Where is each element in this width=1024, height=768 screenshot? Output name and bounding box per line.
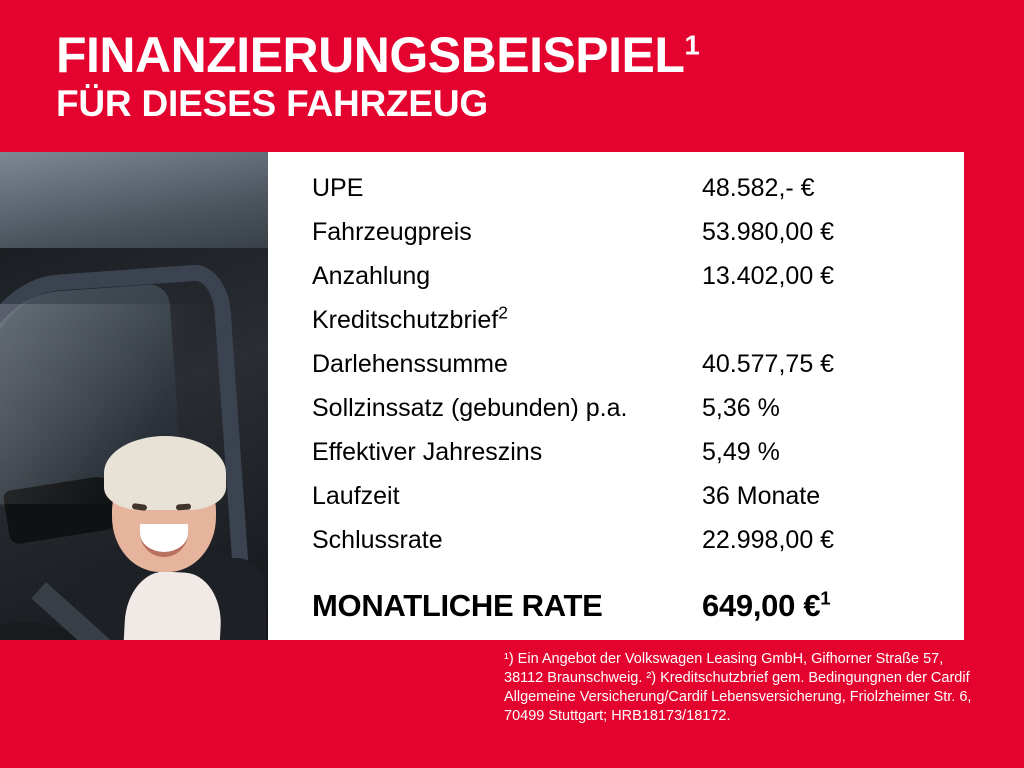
- row-value: 36 Monate: [702, 482, 821, 510]
- row-label: [312, 302, 702, 335]
- row-label-text: Kreditschutzbrief: [312, 306, 499, 334]
- row-value: 53.980,00 €: [702, 218, 835, 246]
- row-value: 40.577,75 €: [702, 350, 835, 378]
- row-label: [312, 262, 702, 291]
- monthly-rate-row: [268, 580, 964, 632]
- table-row: [268, 350, 964, 394]
- table-row: [268, 262, 964, 306]
- row-footnote-marker: 2: [498, 302, 508, 323]
- row-label: [312, 350, 702, 379]
- monthly-rate-footnote-marker: 1: [820, 587, 831, 609]
- page-title-text: FINANZIERUNGSBEISPIEL: [56, 27, 685, 83]
- row-label-text: Anzahlung: [312, 262, 431, 290]
- vehicle-photo: [0, 152, 268, 640]
- row-label-text: Laufzeit: [312, 482, 400, 510]
- row-label-text: Sollzinssatz (gebunden) p.a.: [312, 394, 628, 422]
- table-row: [268, 438, 964, 482]
- row-label-text: Schlussrate: [312, 526, 443, 554]
- row-label: [312, 438, 702, 467]
- row-label: [312, 526, 702, 555]
- footnote: [504, 650, 974, 726]
- monthly-rate-label: MONATLICHE RATE: [312, 588, 603, 623]
- financing-details-list: [268, 174, 964, 632]
- photo-person-eye-right: [176, 503, 191, 510]
- row-label: [312, 218, 702, 247]
- row-label-text: UPE: [312, 174, 364, 202]
- table-row: [268, 526, 964, 570]
- table-row: [268, 394, 964, 438]
- financing-details-panel: [268, 152, 964, 640]
- poster-header: [0, 0, 1024, 152]
- row-label-text: Effektiver Jahreszins: [312, 438, 543, 466]
- page-title: [56, 28, 1024, 82]
- row-label: [312, 174, 702, 203]
- row-value: 13.402,00 €: [702, 262, 835, 290]
- footnote-text: ¹) Ein Angebot der Volkswagen Leasing GmbH, Gifhorner Straße 57, 38112 Braunschweig. ²) Kreditschutzbrief gem. Bedingungnen der Cardif Allgemeine Versicherung/Cardif Lebensversicherung, Friolzheimer Str. 6, 70499 Stuttgart; HRB18173/18172.: [504, 651, 972, 724]
- row-value: 22.998,00 €: [702, 526, 835, 554]
- row-label-text: Fahrzeugpreis: [312, 218, 472, 246]
- row-label-text: Darlehenssumme: [312, 350, 508, 378]
- monthly-rate-amount: 649,00 €: [702, 588, 821, 623]
- row-value: 5,36 %: [702, 394, 780, 422]
- photo-person-hair: [104, 436, 226, 510]
- page-title-footnote-marker: 1: [684, 29, 700, 61]
- table-row: [268, 482, 964, 526]
- table-row: [268, 302, 964, 350]
- page-subtitle: FÜR DIESES FAHRZEUG: [56, 83, 489, 124]
- monthly-rate-value: [702, 588, 830, 624]
- table-row: [268, 218, 964, 262]
- row-value: 48.582,- €: [702, 174, 815, 202]
- row-label: [312, 394, 702, 423]
- row-label: [312, 482, 702, 511]
- row-value: 5,49 %: [702, 438, 780, 466]
- table-row: [268, 174, 964, 218]
